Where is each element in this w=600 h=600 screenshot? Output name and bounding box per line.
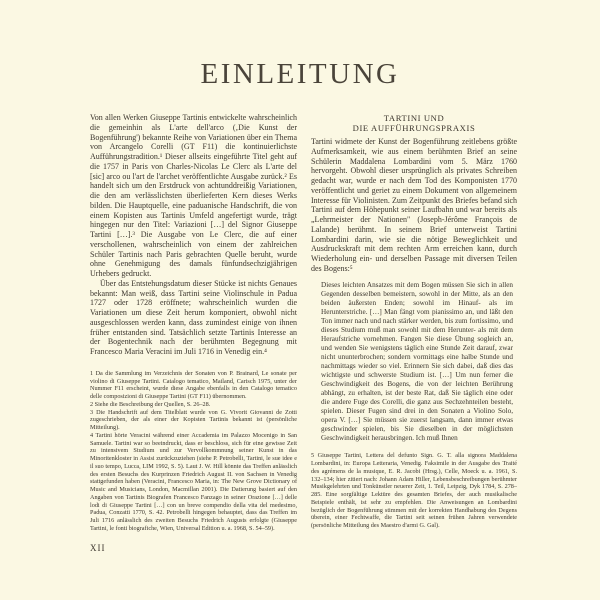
body-paragraph: Tartini widmete der Kunst der Bogenführung zeitlebens größte Aufmerksamkeit, wie aus einem berühmten Brief an seine Schülerin Maddalena Lombardini vom 5. März 1760 hervorgeht. Obwohl dieser ursprünglich als privates Schreiben gedacht war, wurde er nach dem Tod des Komponisten 1770 veröffentlicht und geriet zu einem Dokument von allgemeinem Interesse für Violinisten. Zum Zeitpunkt des Briefes befand sich Tartini auf dem Höhepunkt seiner Laufbahn und war bereits als „Lehrmeister der Nationen" (Joseph-Jérôme François de Lalande) berühmt. In seinem Brief unterweist Tartini Lombardini darin, wie sie die nötige Beweglichkeit und Ausdruckskraft mit dem rechten Arm erreichen kann, durch Wiederholung ein- und derselben Passage mit diversen Teilen des Bogens:⁵ <box>311 137 517 273</box>
block-quote <box>321 281 513 444</box>
body-paragraph: Über das Entstehungsdatum dieser Stücke ist nichts Genaues bekannt: Man weiß, dass Tartini seine Violinschule in Padua 1727 oder 1728 eröffnete; wahrscheinlich wurden die Variationen um diese Zeit herum komponiert, obwohl nicht ausgeschlossen werden kann, dass zumindest einige von ihnen früher entstanden sind. Tatsächlich setzte Tartinis Interesse an der Bogentechnik nach der berühmten Begegnung mit Francesco Maria Veracini im Juli 1716 in Venedig ein.⁴ <box>90 278 297 356</box>
body-paragraph: Von allen Werken Giuseppe Tartinis entwickelte wahrscheinlich die gemeinhin als L'arte dell'arco (‚Die Kunst der Bogenführung') bekannte Reihe von Variationen über ein Thema von Arcangelo Corelli (GT F11) die kontinuierlichste Aufführungstradition.¹ Dieser allseits eingeführte Titel geht auf die 1757 in Paris von Charles-Nicolas Le Clerc als L'arte del [sic] arco ou l'art de l'archet veröffentlichte Ausgabe zurück.² Es handelt sich um den Erstdruck von achtunddreißig Variationen, die den am verlässlichsten überlieferten Kern dieses Werks bilden. Die Hauptquelle, eine paduanische Handschrift, die von einem Kopisten aus Tartinis Umfeld angefertigt wurde, trägt hingegen nur den Titel: Variazioni […] del Signor Giuseppe Tartini […].³ Die Ausgabe von Le Clerc, die auf einer verschollenen, wahrscheinlich von einem der zahlreichen Schüler Tartinis nach Paris gebrachten Quelle beruht, wurde ohne Genehmigung des damals fünfundsechzigjährigen Urhebers gedruckt. <box>90 113 297 278</box>
footnotes <box>90 370 297 533</box>
section-heading-line: TARTINI UND <box>383 113 445 123</box>
footnote: 1 Da die Sammlung im Verzeichnis der Sonaten von P. Brainard, Le sonate per violino di Giuseppe Tartini. Catalogo tematico, Mailand, Carisch 1975, unter der Nummer F11 erscheint, wurde diese Angabe ebenfalls in den Catalogo tematico delle composizioni di Giuseppe Tartini (GT F11) übernommen. <box>90 369 297 400</box>
page-number: XII <box>90 543 106 553</box>
footnote: 4 Tartini hörte Veracini während einer Accademia im Palazzo Mocenigo in San Samuele. Tartini war so beeindruckt, dass er beschloss, sich für eine gewisse Zeit zu intensivem Studium und zur Vervollkommnung seiner Kunst in das Minoritenkloster in Assisi zurückzuziehen (siehe P. Petrobelli, Tartini, le sue idee e il suo tempo, Lucca, LIM 1992, S. 5). Laut J. W. Hill könnte das Treffen anlässlich des ersten Besuchs des Kurprinzen Friedrich August II. von Sachsen in Venedig stattgefunden haben (Veracini, Francesco Maria, in: The New Grove Dictionary of Music and Musicians, London, Macmillan 2001). Die Datierung basiert auf den Angaben von Tartinis Biografen Francesco Fanzago in seiner Orazione […] delle lodi di Giuseppe Tartini […] con un breve compendio della vita del medesimo, Padua, Conzatti 1770, S. 42. Petrobelli hingegen behauptet, dass das Treffen im Juli 1716 anlässlich des zweiten Besuchs Friedrich Augusts erfolgte (Giuseppe Tartini, le fonti biografiche, Wien, Universal Edition u. a. 1968, S. 54–59). <box>90 431 297 532</box>
footnote: 2 Siehe die Beschreibung der Quellen, S. 26–28. <box>90 400 211 408</box>
section-heading <box>311 113 517 133</box>
footnote: 5 Giuseppe Tartini, Lettera del defunto Sign. G. T. alla signora Maddalena Lombardini, in: Europa Letteraria, Venedig. Faksimile in der Ausgabe des Traité des agrémens de la musique, E. R. Jacobi (Hrsg.), Celle, Moeck u. a. 1961, S. 132–134; hier zitiert nach: Johann Adam Hiller, Lebensbeschreibungen berühmter Musikgelehrten und Tonkünstler neuerer Zeit, 1. Teil, Leipzig, Dyk 1784, S. 278–285. Eine sorgfältige Lektüre des gesamten Briefes, der auch musikalische Beispiele enthält, ist sehr zu empfehlen. Die Anweisungen an Lombardini bezüglich der Bogenführung stimmen mit der korrekten Handhabung des Degens überein, einer Fechtwaffe, die Tartini seit seinen frühen Jahren verwendete (persönliche Mitteilung des Maestro d'armi G. Gal). <box>311 452 517 530</box>
left-column <box>90 113 297 533</box>
right-column <box>311 113 517 530</box>
footnote: 3 Die Handschrift auf dem Titelblatt wurde von G. Vivorit Giovanni de Zotti zugeschrieben, der als einer der Kopisten Tartinis bekannt ist (persönliche Mitteilung). <box>90 408 297 431</box>
quote-text: Dieses leichten Ansatzes mit dem Bogen müssen Sie sich in allen Gegenden desselben bemeistern, sowohl in der Mitte, als an den beiden äußersten Enden; sowohl im Hinauf- als im Herunterstriche. […] Man fängt vom pianissimo an, und läßt den Ton immer nach und nach stärker werden, bis zum fortissimo, und dieses Studium muß man sowohl mit dem Herunter- als mit dem Heraufstriche vornehmen. Fangen Sie diese Übung sogleich an, und wenden Sie wenigstens täglich eine Stunde Zeit darauf, zwar nicht ununterbrochen; sondern vormittags eine halbe Stunde und nachmittags wieder so viel. Erinnern Sie sich dabei, daß dies das wichtigste und schwerste Studium ist. […] Um nun ferner die Geschwindigkeit des Bogens, die von der leichten Berührung abhängt, zu erhalten, ist der beste Rat, daß Sie täglich eine oder die andere Fuge des Corelli, die ganz aus Sechzehnteilen besteht, spielen. Dieser Fugen sind drei in den Sonaten a Violino Solo, opera V. […] Sie müssen sie zuerst langsam, dann immer etwas geschwinder spielen, bis Sie dieselben in der möglichsten Geschwindigkeit herausbringen. Ich muß Ihnen <box>321 280 513 443</box>
section-heading-line: DIE AUFFÜHRUNGSPRAXIS <box>352 123 476 133</box>
page-title: EINLEITUNG <box>200 58 400 90</box>
footnotes <box>311 452 517 530</box>
